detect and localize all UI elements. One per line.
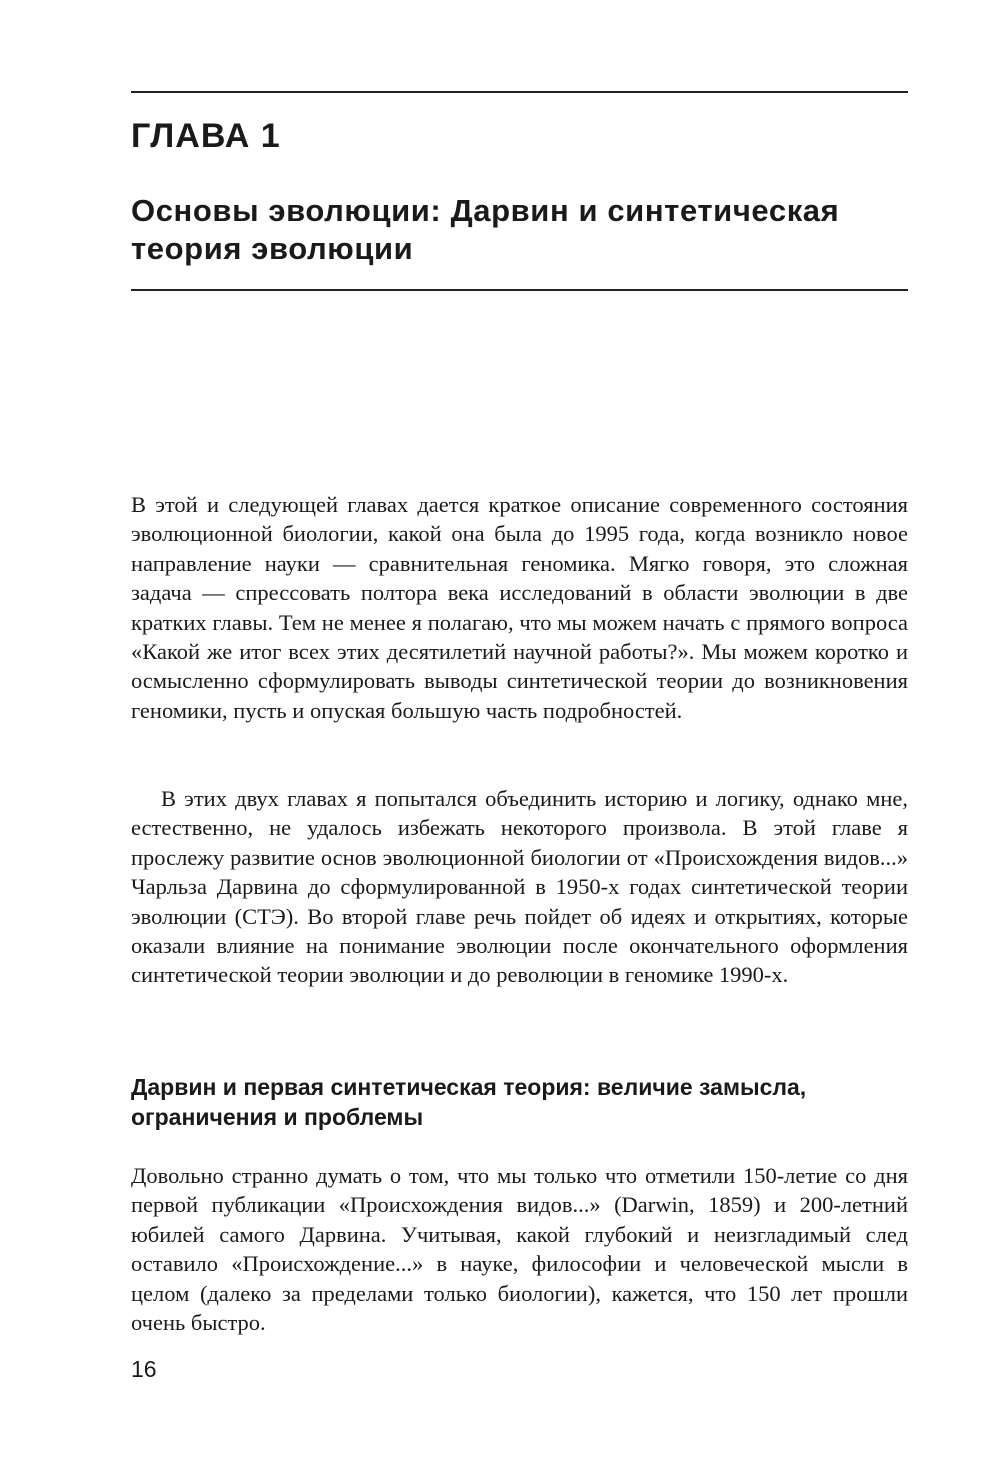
intro-paragraph-1: В этой и следующей главах дается краткое описание современного состояния эволюционной биологии, какой она была до 1995 года, когда возникло новое направление науки — сравнительная геномика. Мягко говоря, это сложная задача — спрессовать полтора века исследований в области эволюции в две кратких главы. Тем не менее я полагаю, что мы можем начать с прямого вопроса «Какой же итог всех этих десятилетий научной работы?». Мы можем коротко и осмысленно сформулировать выводы синтетической теории до возникновения геномики, пусть и опуская большую часть подробностей. xyxy=(131,492,908,723)
section-paragraph: Довольно странно думать о том, что мы только что отметили 150-летие со дня первой публикации «Происхождения видов...» (Darwin, 1859) и 200-летний юбилей самого Дарвина. Учитывая, какой глубокий и неизгладимый след оставило «Происхождение...» в науке, философии и человеческой мысли в целом (далеко за пределами только биологии), кажется, что 150 лет прошли очень быстро. xyxy=(131,1163,908,1336)
section-heading: Дарвин и первая синтетическая теория: величие замысла, ограничения и проблемы xyxy=(131,1074,807,1130)
top-rule xyxy=(131,91,908,93)
page-number: 16 xyxy=(131,1356,157,1382)
chapter-title: Основы эволюции: Дарвин и синтетическая теория эволюции xyxy=(131,193,840,266)
chapter-label: ГЛАВА 1 xyxy=(131,117,281,155)
bottom-rule xyxy=(131,289,908,291)
intro-paragraph-2: В этих двух главах я попытался объединить историю и логику, однако мне, естественно, не удалось избежать некоторого произвола. В этой главе я прослежу развитие основ эволюционной биологии от «Происхождения видов...» Чарльза Дарвина до сформулированной в 1950-х годах синтетической теории эволюции (СТЭ). Во второй главе речь пойдет об идеях и открытиях, которые оказали влияние на понимание эволюции после окончательного оформления синтетической теории эволюции и до революции в геномике 1990-х. xyxy=(131,786,908,988)
